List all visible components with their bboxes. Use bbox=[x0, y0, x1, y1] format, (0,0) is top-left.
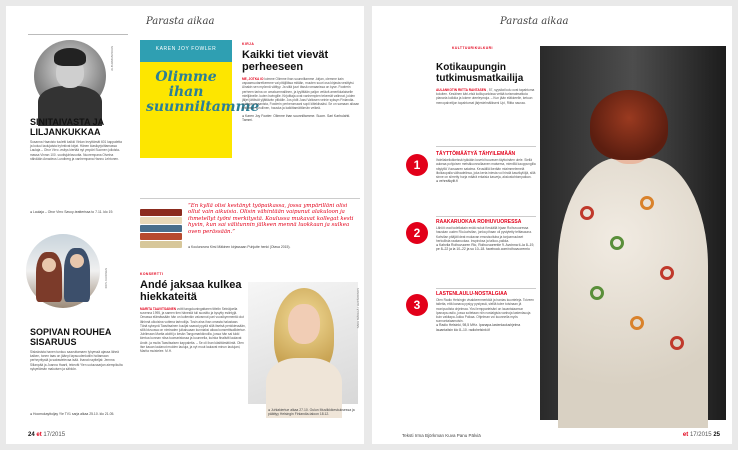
section-rubric: Parasta aikaa bbox=[146, 16, 215, 27]
lead-words: AULANKOTIN RIITTA RANTASEN bbox=[436, 88, 487, 92]
section-label: KULTTUURIKULKURI bbox=[452, 46, 493, 50]
item-title: RAAKARUOKAA ROIHUVUORESSA bbox=[436, 219, 522, 225]
book-review bbox=[242, 42, 360, 122]
divider bbox=[28, 34, 128, 35]
lead-words: ME, JOTKA iO bbox=[242, 77, 264, 81]
text-photo-credit: Teksti Irma Björkman Kuva Panu Pälviä bbox=[402, 433, 481, 438]
section-label: KONSERTTI bbox=[140, 272, 164, 276]
sinitaivasta-text: Susanna Haavisto tuuletti kaikki Vinlan levyttämät 601 kappaletta ja koluui laulujaista lryhntivat kirjat. Hänen kiasikyrjoittamassa Laulaja – Oiror Virro -esitys kiertää nyt ympäri Suomen jolloista-massa Vinran 100 -vuotisjuhlavuotta. Nuorempana Oiveina nähdään Amadeus Lundberg ja vanhempana Hannu Lehtonen. bbox=[30, 140, 122, 161]
book-author: KAREN JOY FOWLER bbox=[155, 46, 217, 52]
book-title: Olimme ihan suunniltamme bbox=[146, 69, 260, 115]
review-caption: ● Karen Joy Fowler: Olimme ihan suunniltamme. Suom. Sari Karhulahti. Tammi. bbox=[242, 113, 351, 123]
number-badge: 2 bbox=[406, 222, 428, 244]
item-text: Lähiöt ovat todellakain enää nukut Keskällä Irjaan Roihuvuoressa hauskan uuden Rio-kahvilan, jonka pihaan oli pystytetty telttasauna. Kahvilan pitäjät ideat mukavan emosisoituba ja tarjoamuukset herkullista raakaruokaa. Inspiroksa ja talkoo-paikka. bbox=[436, 226, 532, 243]
divider bbox=[436, 146, 536, 147]
riitta-portrait-photo bbox=[540, 46, 726, 420]
section-label: KIRJA bbox=[242, 42, 255, 46]
item-link: ● vehreäkyilt.fi bbox=[436, 179, 458, 184]
item-title: TÄYTTÖMÄÄTYÄ TÄHYILEMÄÄN bbox=[436, 151, 516, 157]
photo-credit: SAKU MÄKELÄ / LEIPÄPAINOS bbox=[356, 288, 360, 329]
singer-photo bbox=[248, 282, 358, 404]
sisaruus-caption: ● Hoomukayttoljay Yle TV1 sarja alkaa 25.10. klo 21.05. bbox=[30, 412, 115, 416]
sinitaivasta-caption: ● Laulaja – Oiror Virro Savoy-teatterissa to 7.11. klo 19. bbox=[30, 210, 114, 214]
man-portrait-photo bbox=[34, 40, 106, 112]
page-number: 24 et 17/2015 bbox=[28, 432, 66, 438]
number-badge: 3 bbox=[406, 294, 428, 316]
list-item bbox=[436, 220, 536, 252]
review-text: luimme Olimme ihan suunniltamme -kirjan, olemme kain vapaamuotaretkemme vai pitäjiltäsa mitään, muuten suuri osa kirjasta vesittyisi. Ainakin sen myönnä väittyy. Ja siitä juuri tässä romaanissa on kyse. Fowlerin perheen tarina on omakummallinen, ja tyylittään paljon vetävä amerikkalaiselle mielijänelle. kuten Irwingille. Kirjoittaja ovat vanhempien tekemät valinnat, joiden jäljet jättävät yljättävän pitkälle. Jos pidit Jussi Valtosen veinie syksyn Finlandia-voittajaromaanista, Fowlerin perheromaani sopii kiitekiissäsi. Se on samaan aikaan ehtikava, surullinen, hauska ja kaikittamättörnän veikeä. bbox=[242, 77, 360, 111]
sisaruus-heading: SOPIVAN ROUHEA SISARUUS bbox=[30, 327, 112, 347]
item-text: Olen Radio Helsingin visakkeenmerkkiä ja hanias kuunteleja. Toiveen tailetta, että kanava pysiyy pystyssä, sielllä tulee toisinaan jä monipuolista ohjelmaa. Yksi lempparieisäni on lauantaiaamun Ipanapa-radio, jossa soitetaan niin nostalgisia vanhoja lastenlauuja kuin vakitapa Jukka Poikaa. Ohjelman voi kuunnella myös sunnuntaiaamuisin. bbox=[436, 298, 534, 324]
lead-words: MARITA TAAVITSAINEN bbox=[140, 307, 177, 311]
singer-caption: ● Juhlakiertue alkaa 27.10. Oulun Musiikkikeskuksessa ja päättyy Helsingin Finlandia-taloon 18.12. bbox=[268, 408, 355, 417]
item-link: ● Kahvila Roihuvuoren Rio, Roihuvuorentie 9. Avoinna ti–la 8–19, pe 8–22 ja la 10–22 ja su 10–18. facebook.com/roihuvuorenrio bbox=[436, 243, 535, 252]
quote-box bbox=[140, 198, 360, 256]
sinitaivasta-heading: SINITAIVASTA JA LILJANKUKKAA bbox=[30, 117, 104, 137]
item-text: Ihdeliakeilukkeissä tykkään koveid tuuvasen täyttoinäen ulele. Siellä aukeaa pohjoisen metsäluonnollaanen maisema, mienillä kauppunglila näytyllä Vuosaaren sataima. Keusäillä ikerään miaimmelemeiä iltoikaupalla välivadeiinsa, joka kerta iniesta voi hindä kasvikylöijä, sillä sinne on siirretty hurja määrä erkaisia kasveja, aksiostohtompaikan. bbox=[436, 158, 536, 180]
right-page bbox=[372, 6, 732, 444]
photo-credit: IIRIS JUVONEN bbox=[104, 268, 108, 289]
list-item bbox=[436, 152, 536, 184]
review-heading: Kaikki tiet vievät perheeseen bbox=[242, 49, 329, 73]
intro-text: , 57, syysilat kulu ovat tapahtuma koluiten. Kesäinen käri-elsä koillupunkissa vetää turismatmatkoia planaria kolkkia ja lokere uteeleymoja. – Kun jään eläkkeelle, ketuun menopalvelijon tapahtumat järjestelmälikseni Upi, Riitta nauraa. bbox=[436, 88, 535, 105]
page-number: et 17/2015 25 bbox=[682, 432, 720, 438]
item-title: LASTENLAULU-NOSTALGIAA bbox=[436, 291, 508, 297]
divider bbox=[436, 216, 536, 217]
sisters-photo bbox=[26, 234, 100, 308]
pull-quote: ”En kyllä olisi kestänyt työpaikassa, jossa ympärilläni olisi ollut vain aikuisia. Olisin vähintään vaipunut alakuloon ja ihmetellyt työni merkitystä. Koulussa mukavat kollegat kesti hyvin, kun sai välitunnin jälkeen mennä luokkaan ja sulkea oven perässään.” bbox=[188, 203, 354, 235]
concert-heading: Andé jaksaa kulkea hiekkateitä bbox=[140, 279, 242, 303]
item-link: ● Radio Helsinki, 98,5 MHz. Ipanapa-lastenlaulushjelma lauantaiisin klo 8–10. radiohelsinki.fi bbox=[436, 323, 521, 332]
concert-article bbox=[140, 272, 246, 353]
left-page bbox=[6, 6, 364, 444]
books-stack-icon bbox=[140, 207, 182, 247]
number-badge: 1 bbox=[406, 154, 428, 176]
article-heading: Kotikaupungin tutkimusmatkailija bbox=[436, 62, 524, 84]
section-rubric: Parasta aikaa bbox=[500, 16, 569, 27]
divider bbox=[436, 288, 536, 289]
sisaruus-text: Sisksksista hanen tunkuu saavuttamaen lyhyessä ajassa läheä kaiken, tonen taas on jäänyt lapsuudenkotiin hoitamaan perheyritystä ja sairastelevaa isää. Ihanat naytteljat: Jemma Sillanpää ja Joanna Haarti, tekevät Ylen uutuussarjan aiempikulta nykyelämän makuisen ja sähkön. bbox=[30, 350, 123, 371]
quote-source: ● Koulunovea Kirsi Mäkinen kirjassaan Puhjutte henki (Otava 2015). bbox=[188, 245, 291, 249]
list-item bbox=[436, 292, 536, 332]
concert-text: voitti tangokuningattaren tittelin Seinäjoella suvenna 1995, ja samen tien hänestä tuli suosittu ja kysytty esiintyjä. Omassa elämässään hän on kuitenkin vaivannut pari vuosikymmentä olut lähinnä ulkoisina vuttena tarinoilija. Tosin aina ihan omasta halustaan. Tänä syksynä Taavitsainen kuuljat saavat pyydä sillä itsetsä penkkiessään, sillä kiuvussa on nimiraden julkaisuaan kunniaksi aikaa konserttisalikiertue. Juhlimaan Marita aloitti jo kesän Tangomarkkinoilla, jossa hän sai lukki kiertua kunnan niisa tuomaristossa ja kuunnella, kuinka finalistit laulavat Andé- ja muita Taavitsaisen kappaleita. – Se oli ihan käsittämätöntä. Olen itse kauan laulanut muiden lauluja, ja nyt muut laulavat minun laulujani, Marita muistelee. M.H. bbox=[140, 307, 246, 354]
photo-credit: ALBUMI/RANSKAN bbox=[110, 46, 114, 71]
